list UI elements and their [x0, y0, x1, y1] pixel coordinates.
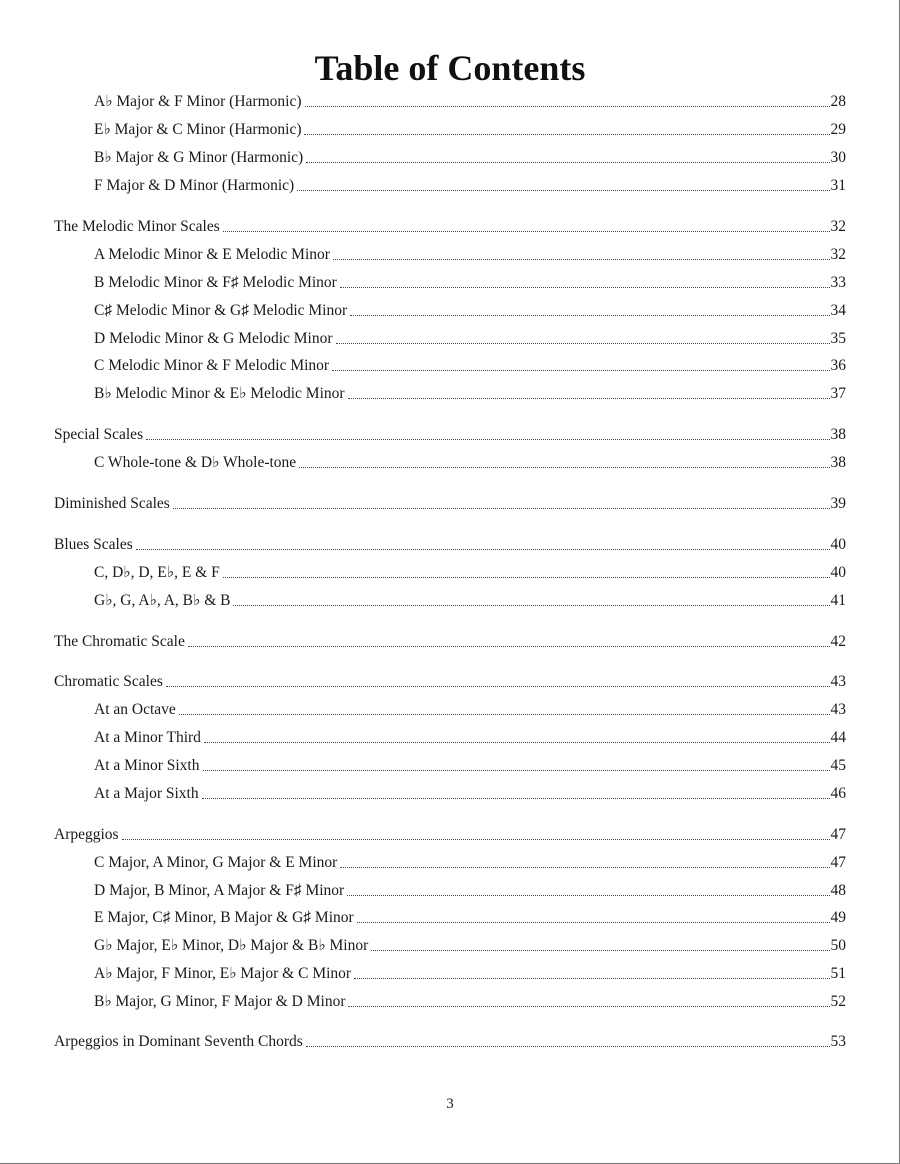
toc-entry-label: G♭, G, A♭, A, B♭ & B — [94, 592, 231, 609]
toc-entry-page: 41 — [830, 592, 846, 609]
toc-entry-page: 44 — [830, 729, 846, 746]
toc-entry-page: 47 — [830, 826, 846, 843]
toc-entry-page: 46 — [830, 785, 846, 802]
dot-leader — [347, 895, 829, 896]
toc-subentry[interactable] — [94, 853, 846, 873]
toc-entry-page: 42 — [830, 633, 846, 650]
dot-leader — [166, 686, 830, 687]
toc-subentry[interactable] — [94, 273, 846, 293]
toc-entry-label: E♭ Major & C Minor (Harmonic) — [94, 121, 302, 138]
toc-entry-label: D Major, B Minor, A Major & F♯ Minor — [94, 882, 345, 899]
toc-subentry[interactable] — [94, 881, 846, 901]
toc-entry-page: 45 — [830, 757, 846, 774]
toc-entry-label: Blues Scales — [54, 536, 133, 553]
dot-leader — [336, 343, 830, 344]
toc-entry-label: A♭ Major & F Minor (Harmonic) — [94, 93, 302, 110]
toc-entry-page: 52 — [830, 993, 846, 1010]
toc-entry-page: 32 — [830, 246, 846, 263]
toc-subentry[interactable] — [94, 148, 846, 168]
dot-leader — [122, 839, 830, 840]
toc-entry-page: 29 — [830, 121, 846, 138]
dot-leader — [371, 950, 829, 951]
toc-entry-label: Special Scales — [54, 426, 144, 443]
toc-entry-page: 38 — [830, 454, 846, 471]
toc-entry-page: 50 — [830, 937, 846, 954]
dot-leader — [333, 259, 830, 260]
toc-entry-label: D Melodic Minor & G Melodic Minor — [94, 330, 333, 347]
dot-leader — [179, 714, 830, 715]
toc-subentry[interactable] — [94, 936, 846, 956]
toc-entry-label: F Major & D Minor (Harmonic) — [94, 177, 295, 194]
toc-entry-label: At an Octave — [94, 701, 176, 718]
dot-leader — [354, 978, 829, 979]
dot-leader — [348, 398, 830, 399]
toc-subentry[interactable] — [94, 329, 846, 349]
toc-entry-page: 40 — [830, 564, 846, 581]
dot-leader — [297, 190, 829, 191]
toc-entry-page: 32 — [830, 218, 846, 235]
dot-leader — [357, 922, 830, 923]
dot-leader — [340, 867, 829, 868]
toc-entry-page: 43 — [830, 673, 846, 690]
toc-entry-page: 39 — [830, 495, 846, 512]
toc-entry-label: B♭ Major & G Minor (Harmonic) — [94, 149, 304, 166]
dot-leader — [299, 467, 829, 468]
page-number: 3 — [446, 1096, 454, 1112]
toc-entry-page: 51 — [830, 965, 846, 982]
toc-subentry[interactable] — [94, 728, 846, 748]
toc-entry-label: A♭ Major, F Minor, E♭ Major & C Minor — [94, 965, 352, 982]
toc-entry-label: C, D♭, D, E♭, E & F — [94, 564, 220, 581]
dot-leader — [233, 605, 829, 606]
toc-subentry[interactable] — [94, 591, 846, 611]
toc-section-entry[interactable] — [54, 494, 846, 514]
toc-entry-label: C Melodic Minor & F Melodic Minor — [94, 357, 330, 374]
toc-entry-label: A Melodic Minor & E Melodic Minor — [94, 246, 330, 263]
toc-subentry[interactable] — [94, 356, 846, 376]
toc-entry-label: Arpeggios in Dominant Seventh Chords — [54, 1033, 303, 1050]
dot-leader — [305, 106, 830, 107]
toc-entry-label: C♯ Melodic Minor & G♯ Melodic Minor — [94, 302, 348, 319]
toc-section-entry[interactable] — [54, 672, 846, 692]
toc-entry-label: At a Minor Sixth — [94, 757, 200, 774]
page-title: Table of Contents — [314, 48, 586, 88]
toc-subentry[interactable] — [94, 453, 846, 473]
toc-entry-page: 30 — [830, 149, 846, 166]
toc-subentry[interactable] — [94, 92, 846, 112]
toc-entry-page: 31 — [830, 177, 846, 194]
toc-entry-page: 38 — [830, 426, 846, 443]
toc-entry-label: At a Major Sixth — [94, 785, 199, 802]
dot-leader — [146, 439, 829, 440]
toc-entry-page: 35 — [830, 330, 846, 347]
toc-subentry[interactable] — [94, 908, 846, 928]
toc-entry-label: B♭ Melodic Minor & E♭ Melodic Minor — [94, 385, 345, 402]
toc-subentry[interactable] — [94, 992, 846, 1012]
toc-entry-label: Diminished Scales — [54, 495, 170, 512]
toc-subentry[interactable] — [94, 120, 846, 140]
toc-entry-page: 34 — [830, 302, 846, 319]
toc-subentry[interactable] — [94, 700, 846, 720]
dot-leader — [223, 577, 830, 578]
toc-entry-label: B Melodic Minor & F♯ Melodic Minor — [94, 274, 337, 291]
dot-leader — [350, 315, 829, 316]
toc-subentry[interactable] — [94, 756, 846, 776]
dot-leader — [202, 798, 830, 799]
toc-entry-page: 40 — [830, 536, 846, 553]
toc-section-entry[interactable] — [54, 825, 846, 845]
toc-entry-page: 37 — [830, 385, 846, 402]
toc-subentry[interactable] — [94, 964, 846, 984]
toc-subentry[interactable] — [94, 301, 846, 321]
toc-entry-page: 53 — [830, 1033, 846, 1050]
dot-leader — [348, 1006, 829, 1007]
toc-entry-page: 49 — [830, 909, 846, 926]
toc-subentry[interactable] — [94, 384, 846, 404]
toc-entry-page: 48 — [830, 882, 846, 899]
toc-subentry[interactable] — [94, 176, 846, 196]
dot-leader — [173, 508, 830, 509]
toc-entry-page: 28 — [830, 93, 846, 110]
dot-leader — [223, 231, 830, 232]
toc-entry-label: G♭ Major, E♭ Minor, D♭ Major & B♭ Minor — [94, 937, 369, 954]
toc-entry-page: 47 — [830, 854, 846, 871]
toc-entry-label: E Major, C♯ Minor, B Major & G♯ Minor — [94, 909, 354, 926]
toc-entry-label: C Major, A Minor, G Major & E Minor — [94, 854, 338, 871]
dot-leader — [188, 646, 830, 647]
toc-subentry[interactable] — [94, 245, 846, 265]
dot-leader — [332, 370, 829, 371]
toc-section-entry[interactable] — [54, 217, 846, 237]
dot-leader — [340, 287, 830, 288]
toc-entry-label: Chromatic Scales — [54, 673, 163, 690]
dot-leader — [304, 134, 829, 135]
toc-section-entry[interactable] — [54, 632, 846, 652]
toc-entry-label: At a Minor Third — [94, 729, 201, 746]
toc-entry-label: The Melodic Minor Scales — [54, 218, 220, 235]
toc-entry-page: 36 — [830, 357, 846, 374]
toc-entry-label: C Whole-tone & D♭ Whole-tone — [94, 454, 297, 471]
dot-leader — [306, 1046, 830, 1047]
toc-subentry[interactable] — [94, 784, 846, 804]
dot-leader — [203, 770, 830, 771]
toc-entry-label: B♭ Major, G Minor, F Major & D Minor — [94, 993, 346, 1010]
dot-leader — [204, 742, 830, 743]
toc-section-entry[interactable] — [54, 425, 846, 445]
toc-subentry[interactable] — [94, 563, 846, 583]
dot-leader — [136, 549, 830, 550]
toc-section-entry[interactable] — [54, 535, 846, 555]
toc-entry-label: Arpeggios — [54, 826, 119, 843]
toc-entry-page: 43 — [830, 701, 846, 718]
toc-entry-label: The Chromatic Scale — [54, 633, 185, 650]
toc-section-entry[interactable] — [54, 1032, 846, 1052]
dot-leader — [306, 162, 829, 163]
toc-entry-page: 33 — [830, 274, 846, 291]
